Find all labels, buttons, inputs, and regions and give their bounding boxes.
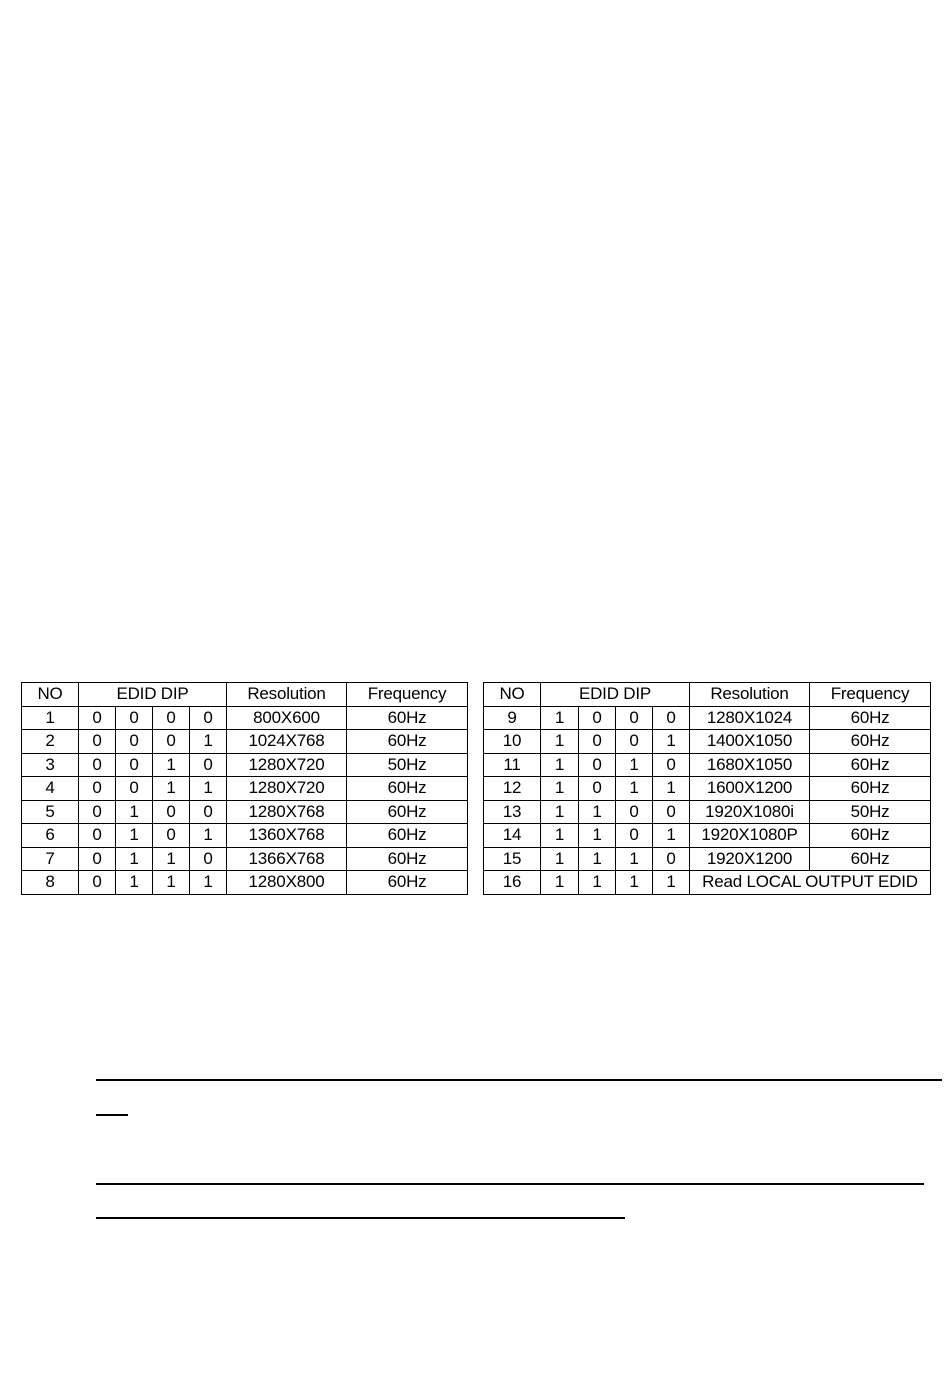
cell-dip-1: 1 <box>541 706 579 730</box>
cell-dip-1: 0 <box>79 753 116 777</box>
cell-dip-3: 0 <box>616 730 653 754</box>
cell-dip-2: 0 <box>579 730 616 754</box>
cell-dip-4: 1 <box>190 730 227 754</box>
table-row <box>484 800 931 824</box>
cell-read-local-output-edid: Read LOCAL OUTPUT EDID <box>690 871 931 895</box>
cell-frequency: 60Hz <box>810 706 931 730</box>
cell-frequency: 60Hz <box>347 730 468 754</box>
header-edid-dip: EDID DIP <box>541 683 690 707</box>
cell-dip-4: 0 <box>190 706 227 730</box>
table-header-row <box>484 683 931 707</box>
header-no: NO <box>484 683 541 707</box>
cell-resolution: 1400X1050 <box>690 730 810 754</box>
cell-dip-4: 1 <box>653 871 690 895</box>
cell-dip-1: 0 <box>79 730 116 754</box>
cell-dip-1: 1 <box>541 824 579 848</box>
underline-rule-3 <box>96 1183 924 1185</box>
underline-rule-4 <box>96 1217 625 1219</box>
table-row <box>22 824 468 848</box>
cell-dip-1: 0 <box>79 777 116 801</box>
cell-dip-2: 0 <box>579 753 616 777</box>
cell-no: 2 <box>22 730 79 754</box>
cell-no: 14 <box>484 824 541 848</box>
cell-dip-4: 0 <box>653 847 690 871</box>
cell-dip-4: 1 <box>653 730 690 754</box>
cell-dip-4: 1 <box>190 777 227 801</box>
cell-dip-3: 0 <box>616 824 653 848</box>
cell-resolution: 1920X1080P <box>690 824 810 848</box>
cell-dip-2: 0 <box>116 706 153 730</box>
cell-dip-1: 1 <box>541 777 579 801</box>
table-row <box>484 847 931 871</box>
cell-resolution: 1920X1200 <box>690 847 810 871</box>
table-row <box>484 871 931 895</box>
cell-resolution: 1920X1080i <box>690 800 810 824</box>
cell-dip-3: 1 <box>153 871 190 895</box>
cell-frequency: 60Hz <box>347 824 468 848</box>
cell-dip-2: 1 <box>116 800 153 824</box>
underline-rule-1 <box>96 1079 942 1081</box>
cell-dip-2: 0 <box>116 777 153 801</box>
cell-dip-2: 0 <box>579 706 616 730</box>
table-row <box>484 753 931 777</box>
cell-no: 9 <box>484 706 541 730</box>
cell-dip-3: 0 <box>616 800 653 824</box>
cell-dip-2: 0 <box>116 753 153 777</box>
cell-dip-3: 0 <box>153 706 190 730</box>
cell-frequency: 50Hz <box>347 753 468 777</box>
cell-dip-2: 1 <box>116 847 153 871</box>
cell-frequency: 50Hz <box>810 800 931 824</box>
cell-no: 4 <box>22 777 79 801</box>
cell-dip-4: 0 <box>190 847 227 871</box>
cell-dip-4: 1 <box>190 824 227 848</box>
cell-dip-4: 0 <box>190 753 227 777</box>
cell-no: 15 <box>484 847 541 871</box>
underline-rule-2 <box>96 1114 128 1116</box>
table-row <box>22 777 468 801</box>
cell-no: 13 <box>484 800 541 824</box>
cell-no: 1 <box>22 706 79 730</box>
cell-dip-1: 0 <box>79 824 116 848</box>
cell-frequency: 60Hz <box>347 871 468 895</box>
cell-dip-4: 0 <box>653 800 690 824</box>
cell-dip-3: 1 <box>616 847 653 871</box>
cell-dip-1: 1 <box>541 800 579 824</box>
cell-dip-1: 1 <box>541 847 579 871</box>
table-row <box>22 800 468 824</box>
cell-dip-2: 1 <box>579 847 616 871</box>
cell-dip-1: 1 <box>541 871 579 895</box>
header-resolution: Resolution <box>690 683 810 707</box>
cell-dip-3: 0 <box>153 800 190 824</box>
cell-dip-1: 0 <box>79 847 116 871</box>
table-header-row <box>22 683 468 707</box>
cell-dip-3: 1 <box>153 777 190 801</box>
cell-dip-2: 1 <box>116 824 153 848</box>
cell-resolution: 1280X1024 <box>690 706 810 730</box>
cell-resolution: 1280X720 <box>227 753 347 777</box>
table-row <box>484 730 931 754</box>
cell-dip-4: 0 <box>653 706 690 730</box>
cell-resolution: 1280X720 <box>227 777 347 801</box>
cell-no: 6 <box>22 824 79 848</box>
cell-resolution: 1280X800 <box>227 871 347 895</box>
edid-table-left <box>21 682 468 895</box>
cell-dip-4: 1 <box>653 777 690 801</box>
cell-frequency: 60Hz <box>810 824 931 848</box>
cell-dip-1: 0 <box>79 871 116 895</box>
cell-resolution: 800X600 <box>227 706 347 730</box>
cell-no: 12 <box>484 777 541 801</box>
cell-dip-4: 1 <box>653 824 690 848</box>
cell-dip-4: 0 <box>653 753 690 777</box>
cell-frequency: 60Hz <box>810 777 931 801</box>
table-row <box>22 753 468 777</box>
cell-dip-3: 1 <box>153 847 190 871</box>
cell-resolution: 1366X768 <box>227 847 347 871</box>
cell-dip-3: 1 <box>616 871 653 895</box>
cell-resolution: 1360X768 <box>227 824 347 848</box>
cell-resolution: 1280X768 <box>227 800 347 824</box>
cell-frequency: 60Hz <box>810 753 931 777</box>
cell-dip-1: 1 <box>541 753 579 777</box>
cell-dip-2: 0 <box>116 730 153 754</box>
cell-dip-2: 1 <box>579 824 616 848</box>
cell-dip-3: 1 <box>616 777 653 801</box>
cell-no: 5 <box>22 800 79 824</box>
cell-resolution: 1680X1050 <box>690 753 810 777</box>
cell-frequency: 60Hz <box>347 800 468 824</box>
cell-dip-3: 1 <box>616 753 653 777</box>
cell-dip-4: 1 <box>190 871 227 895</box>
cell-dip-3: 0 <box>616 706 653 730</box>
cell-dip-3: 0 <box>153 730 190 754</box>
table-row <box>484 706 931 730</box>
cell-resolution: 1024X768 <box>227 730 347 754</box>
cell-resolution: 1600X1200 <box>690 777 810 801</box>
cell-no: 3 <box>22 753 79 777</box>
cell-dip-2: 1 <box>579 800 616 824</box>
cell-dip-3: 1 <box>153 753 190 777</box>
table-row <box>22 847 468 871</box>
cell-dip-1: 1 <box>541 730 579 754</box>
table-row <box>22 871 468 895</box>
cell-frequency: 60Hz <box>347 706 468 730</box>
cell-dip-2: 0 <box>579 777 616 801</box>
cell-frequency: 60Hz <box>810 847 931 871</box>
cell-no: 16 <box>484 871 541 895</box>
header-edid-dip: EDID DIP <box>79 683 227 707</box>
header-no: NO <box>22 683 79 707</box>
cell-no: 10 <box>484 730 541 754</box>
header-resolution: Resolution <box>227 683 347 707</box>
cell-frequency: 60Hz <box>347 777 468 801</box>
cell-dip-2: 1 <box>579 871 616 895</box>
cell-no: 11 <box>484 753 541 777</box>
cell-dip-3: 0 <box>153 824 190 848</box>
cell-no: 8 <box>22 871 79 895</box>
cell-frequency: 60Hz <box>347 847 468 871</box>
header-frequency: Frequency <box>810 683 931 707</box>
cell-no: 7 <box>22 847 79 871</box>
header-frequency: Frequency <box>347 683 468 707</box>
cell-dip-2: 1 <box>116 871 153 895</box>
cell-dip-4: 0 <box>190 800 227 824</box>
cell-dip-1: 0 <box>79 800 116 824</box>
cell-frequency: 60Hz <box>810 730 931 754</box>
table-row <box>484 824 931 848</box>
cell-dip-1: 0 <box>79 706 116 730</box>
table-row <box>22 730 468 754</box>
table-row <box>22 706 468 730</box>
table-row <box>484 777 931 801</box>
edid-table-right <box>483 682 931 895</box>
